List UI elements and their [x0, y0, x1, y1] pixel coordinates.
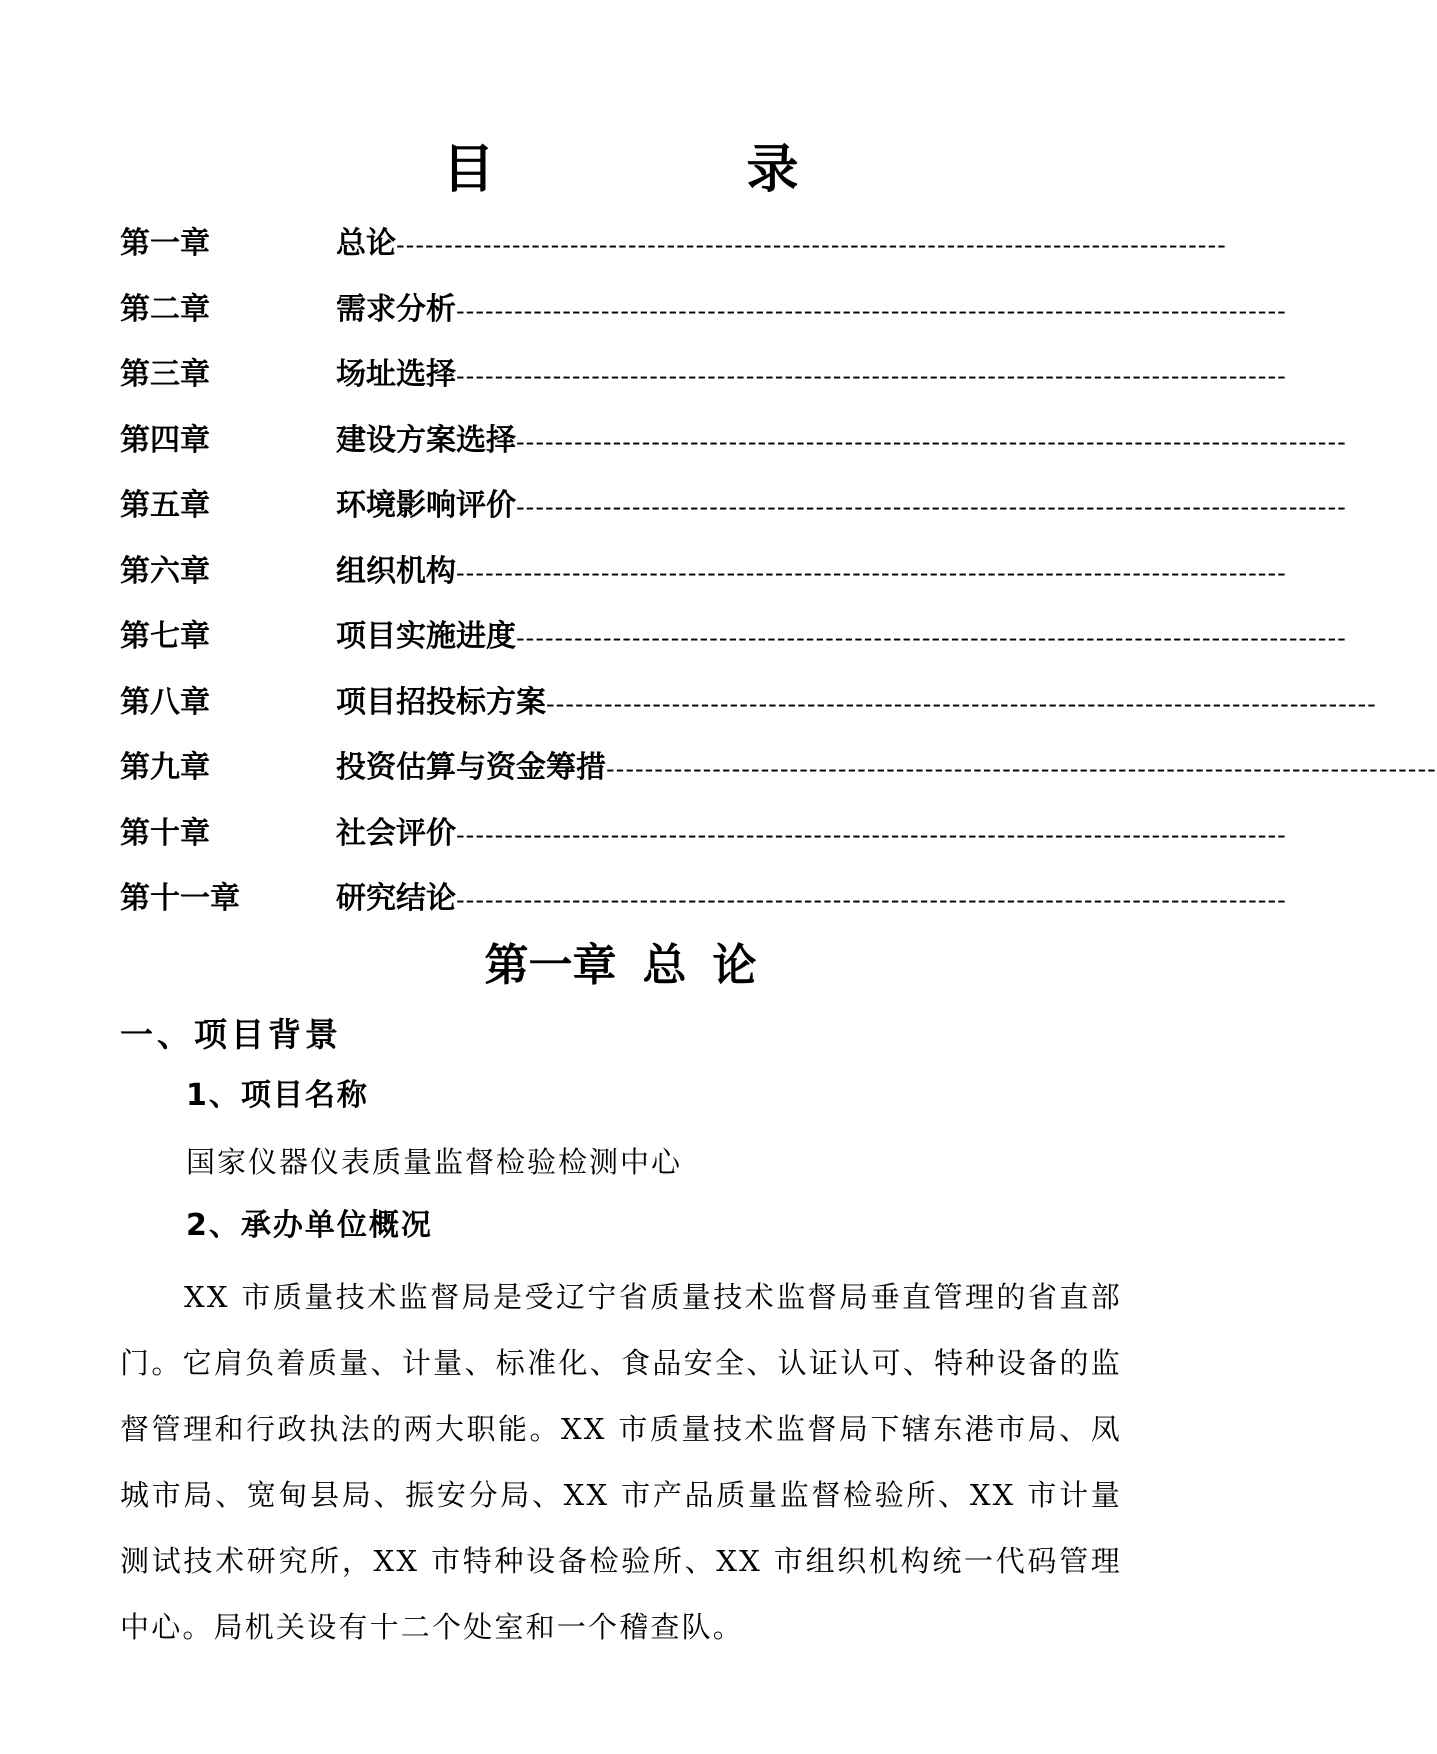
toc-dot-leader: --------------------------------------------------------------------------------------	[456, 886, 1287, 914]
toc-entry[interactable]	[120, 552, 1287, 618]
chapter-title-word-2: 论	[712, 940, 757, 991]
subsection-heading-project-name: 1、项目名称	[186, 1078, 369, 1113]
toc-chapter-number: 第二章	[120, 291, 210, 327]
chapter-title	[0, 938, 1241, 994]
toc-chapter-number: 第一章	[120, 226, 210, 261]
toc-entry[interactable]	[120, 486, 1347, 552]
toc-dot-leader: --------------------------------------------------------------------------------------	[516, 624, 1347, 652]
toc-chapter-name: 项目招投标方案	[336, 684, 546, 720]
toc-entry[interactable]	[120, 683, 1377, 749]
toc-chapter-number: 第九章	[120, 750, 210, 785]
toc-entry[interactable]	[120, 617, 1347, 683]
toc-dot-leader: --------------------------------------------------------------------------------------	[606, 755, 1437, 783]
table-of-contents	[120, 224, 1437, 945]
toc-dot-leader: --------------------------------------------------------------------------------------	[456, 362, 1287, 390]
subsection-heading-organization: 2、承办单位概况	[186, 1208, 433, 1243]
toc-dot-leader: --------------------------------------------------------------------------------------	[456, 558, 1287, 587]
toc-title: 目 录	[442, 140, 899, 200]
toc-entry[interactable]	[120, 224, 1227, 290]
toc-dot-leader: --------------------------------------------------------------------------------------	[546, 689, 1377, 718]
toc-entry[interactable]	[120, 879, 1287, 945]
toc-chapter-name: 需求分析	[336, 291, 456, 327]
chapter-title-number: 第一章	[484, 940, 617, 991]
toc-chapter-number: 第五章	[120, 488, 210, 523]
toc-chapter-name: 场址选择	[336, 357, 456, 392]
toc-chapter-number: 第三章	[120, 357, 210, 392]
toc-entry[interactable]	[120, 290, 1287, 356]
project-name-text: 国家仪器仪表质量监督检验检测中心	[186, 1145, 683, 1179]
toc-chapter-number: 第六章	[120, 553, 210, 589]
toc-entry[interactable]	[120, 355, 1287, 421]
toc-chapter-name: 项目实施进度	[336, 619, 516, 654]
toc-chapter-number: 第十章	[120, 815, 210, 851]
toc-entry[interactable]	[120, 421, 1347, 487]
section-heading: 一、项目背景	[120, 1015, 342, 1054]
toc-chapter-name: 投资估算与资金筹措	[336, 750, 606, 785]
toc-entry[interactable]	[120, 748, 1437, 814]
toc-chapter-name: 总论	[336, 226, 396, 261]
toc-chapter-number: 第八章	[120, 684, 210, 720]
toc-chapter-number: 第四章	[120, 422, 210, 458]
toc-dot-leader: --------------------------------------------------------------------------------------	[516, 493, 1347, 521]
toc-entry[interactable]	[120, 814, 1287, 880]
toc-dot-leader: --------------------------------------------------------------------------------------	[516, 427, 1347, 456]
toc-dot-leader: --------------------------------------------------------------------------------------	[456, 296, 1287, 325]
toc-chapter-name: 建设方案选择	[336, 422, 516, 458]
toc-dot-leader: --------------------------------------------------------------------------------------	[456, 820, 1287, 849]
organization-paragraph: XX 市质量技术监督局是受辽宁省质量技术监督局垂直管理的省直部门。它肩负着质量、计量、标准化、食品安全、认证认可、特种设备的监督管理和行政执法的两大职能。XX 市质量技术监督局下辖东港市局、凤城市局、宽甸县局、振安分局、XX 市产品质量监督检验所、XX 市计量测试技术研究所，XX 市特种设备检验所、XX 市组织机构统一代码管理中心。局机关设有十二个处室和一个稽查队。	[120, 1280, 1122, 1644]
toc-chapter-name: 环境影响评价	[336, 488, 516, 523]
toc-chapter-name: 研究结论	[336, 881, 456, 916]
toc-chapter-number: 第七章	[120, 619, 210, 654]
chapter-title-word-1: 总	[642, 940, 687, 991]
toc-dot-leader: --------------------------------------------------------------------------------------	[396, 231, 1227, 259]
toc-chapter-number: 第十一章	[120, 881, 240, 916]
toc-chapter-name: 组织机构	[336, 553, 456, 589]
toc-chapter-name: 社会评价	[336, 815, 456, 851]
